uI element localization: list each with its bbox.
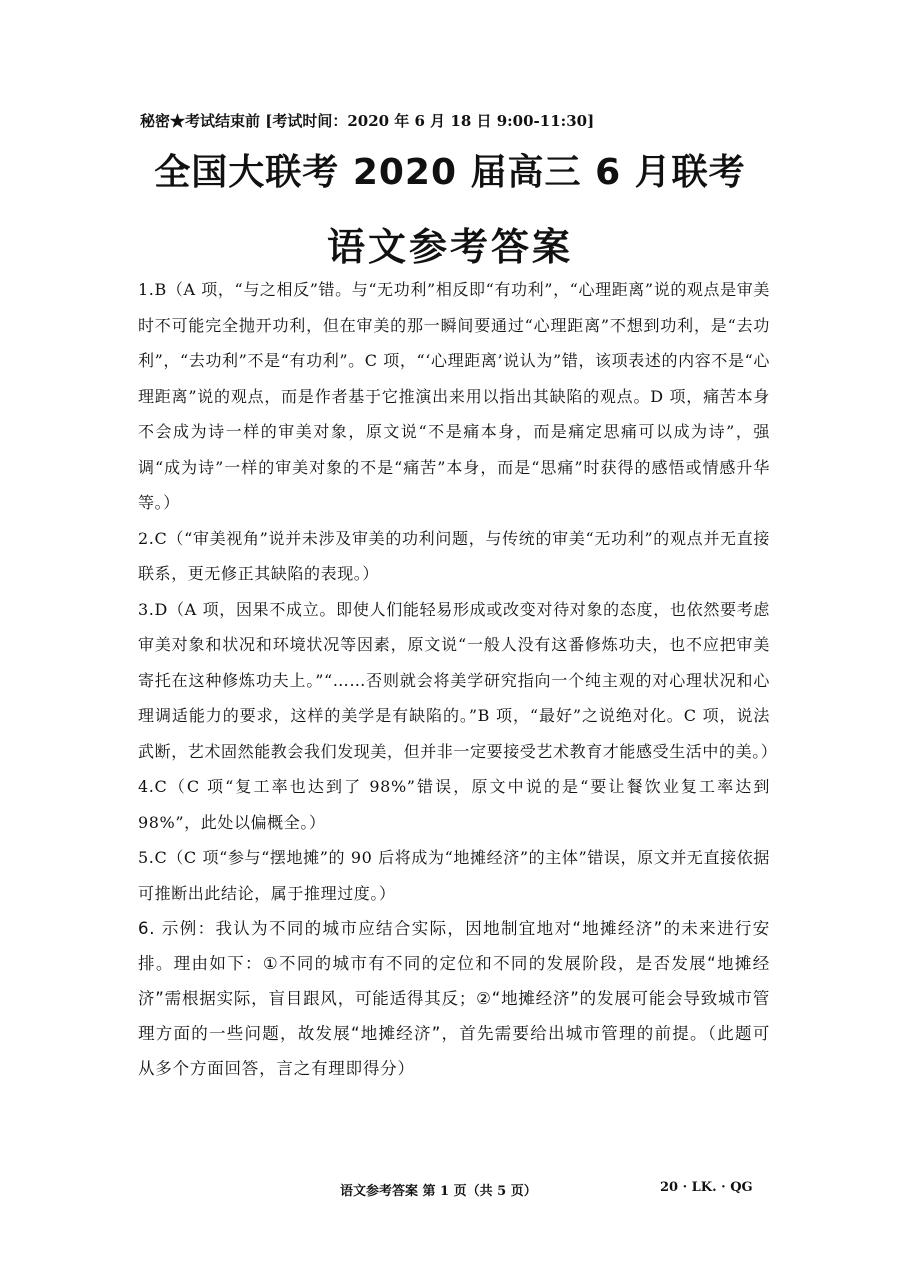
answer-item-2: 2.C（“审美视角”说并未涉及审美的功利问题，与传统的审美“无功利”的观点并无直接联系，更无修正其缺陷的表现。） [138,528,770,583]
answer-item-4: 4.C（C 项“复工率也达到了 98%”错误，原文中说的是“要让餐饮业复工率达到 98%”，此处以偏概全。） [138,777,770,832]
answer-item-1: 1.B（A 项，“与之相反”错。与“无功利”相反即“有功利”，“心理距离”说的观点是审美时不可能完全抛开功利，但在审美的那一瞬间要通过“心理距离”不想到功利，是“去功利”，“去功利”不是“有功利”。C 项，“‘心理距离’说认为”错，该项表述的内容不是“心理距离”说的观点，而是作者基于它推演出来用以指出其缺陷的观点。D 项，痛苦本身不会成为诗一样的审美对象，原文说“不是痛本身，而是痛定思痛可以成为诗”，强调“成为诗”一样的审美对象的不是“痛苦”本身，而是“思痛”时获得的感悟或情感升华等。） [138,280,770,512]
answer-item-6: 6. 示例：我认为不同的城市应结合实际，因地制宜地对“地摊经济”的未来进行安排。理由如下：①不同的城市有不同的定位和不同的发展阶段，是否发展“地摊经济”需根据实际，盲目跟风，可能适得其反；②“地摊经济”的发展可能会导致城市管理方面的一些问题，故发展“地摊经济”，首先需要给出城市管理的前提。（此题可从多个方面回答，言之有理即得分） [138,919,770,1078]
answer-item-3: 3.D（A 项，因果不成立。即使人们能轻易形成或改变对待对象的态度，也依然要考虑审美对象和状况和环境状况等因素，原文说“一般人没有这番修炼功夫，也不应把审美寄托在这种修炼功夫上。”“……否则就会将美学研究指向一个纯主观的对心理状况和心理调适能力的要求，这样的美学是有缺陷的。”B 项，“最好”之说绝对化。C 项，说法武断，艺术固然能教会我们发现美，但并非一定要接受艺术教育才能感受生活中的美。） [138,599,778,761]
answer-list [138,272,778,1086]
document-subtitle: 语文参考答案 [326,224,573,269]
confidential-exam-time-note: 秘密★考试结束前 [考试时间：2020 年 6 月 18 日 9:00-11:30] [140,112,595,130]
footer-page-number: 语文参考答案 第 1 页（共 5 页） [340,1184,537,1199]
footer-document-code: 20 · LK. · QG [660,1180,753,1195]
answer-item-5: 5.C（C 项“参与“摆地摊”的 90 后将成为“地摊经济”的主体”错误，原文并无直接依据可推断出此结论，属于推理过度。） [138,848,770,903]
exam-title: 全国大联考 2020 届高三 6 月联考 [154,152,746,193]
